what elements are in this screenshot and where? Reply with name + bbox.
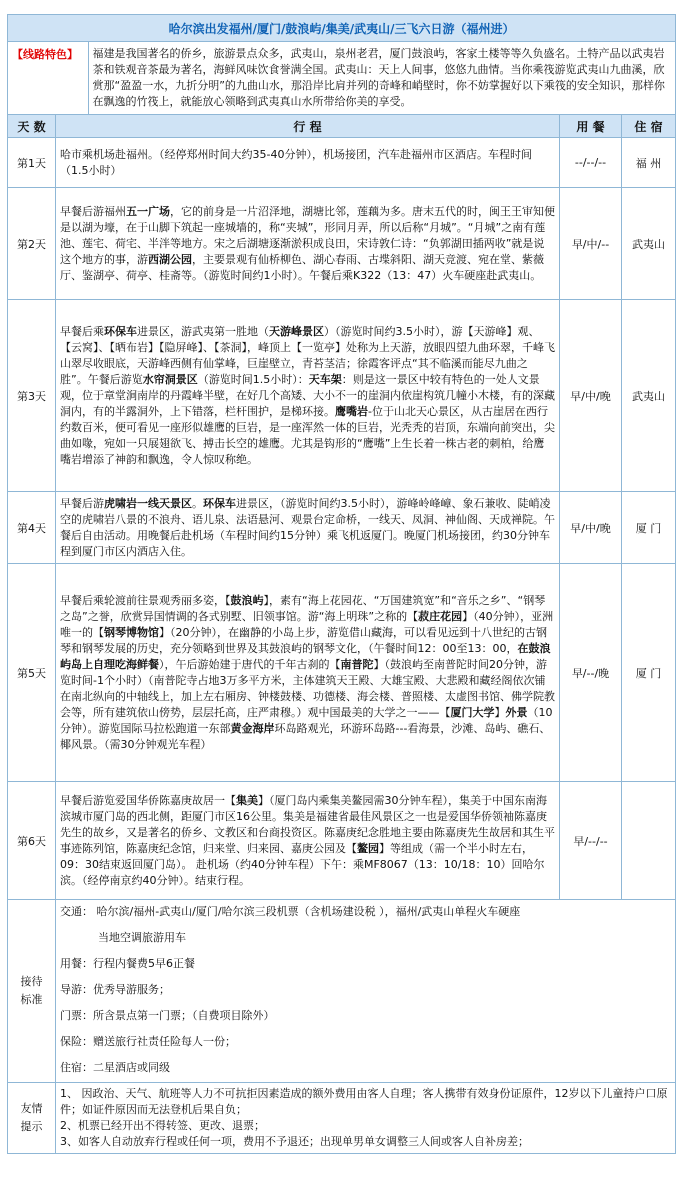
- day-itinerary: [56, 782, 560, 900]
- day-label: 第2天: [8, 188, 56, 300]
- itinerary-text: ），午后游始建于唐代的千年古刹的【: [159, 657, 341, 671]
- day-meals: 早/中/晚: [560, 492, 622, 564]
- itinerary-text: 早餐后游福州: [60, 204, 126, 218]
- tip-item: 1、 因政治、天气、航班等人力不可抗拒因素造成的额外费用由客人自理；客人携带有效身份证原件，12岁以下儿童持户口原件；如证件原因而无法登机后果自负；: [60, 1087, 668, 1116]
- itinerary-highlight: 集美: [236, 793, 258, 807]
- itinerary-highlight: 鼓浪屿: [230, 593, 264, 607]
- feature-label: 【线路特色】: [12, 48, 78, 61]
- itinerary-text: 】（40分钟），亚洲唯一的【: [60, 609, 554, 639]
- itinerary-text: 】: [494, 705, 506, 719]
- feature-row: [8, 42, 676, 115]
- day-itinerary: [56, 564, 560, 782]
- header-meals: 用 餐: [560, 115, 622, 138]
- itinerary-text: 环岛路观光，环游环岛路---看海景，沙滩、岛屿、礁石、椰风景。（需30分钟观光车程）: [60, 721, 551, 751]
- itinerary-highlight: 西湖公园: [148, 252, 192, 266]
- day-meals: --/--/--: [560, 138, 622, 188]
- itinerary-highlight: 水帘洞景区: [142, 372, 198, 386]
- day-meals: 早/中/--: [560, 188, 622, 300]
- service-item: 用餐：行程内餐费5早6正餐: [60, 957, 195, 970]
- day-row: [8, 188, 676, 300]
- itinerary-text: （10分钟）。游览国际马拉松跑道一东部: [60, 705, 553, 735]
- itinerary-text: ，主要景观有仙桥柳色、湖心春雨、古堞斜阳、湖天竞渡、宛在堂、紫薇厅、鉴湖亭、荷亭、桂斋等。（游览时间约1小时）。午餐后乘K322（13：47）火车硬座赴武夷山。: [60, 252, 544, 282]
- tip-item: 2、机票已经开出不得转签、更改、退票；: [60, 1119, 265, 1132]
- service-item: 当地空调旅游用车: [98, 931, 186, 944]
- header-stay: 住 宿: [622, 115, 676, 138]
- itinerary-highlight: 外景: [505, 705, 528, 719]
- itinerary-highlight: 鹰嘴岩: [335, 404, 368, 418]
- itinerary-highlight: 天车架: [308, 372, 342, 386]
- itinerary-highlight: 菽庄花园: [418, 609, 463, 623]
- day-label: 第5天: [8, 564, 56, 782]
- day-stay: 武夷山: [622, 300, 676, 492]
- itinerary-text: ，它的前身是一片沼泽地，湖塘比邻，莲藕为多。唐末五代的时，闽王王审知便是以湖为壕，在于山脚下筑起一座城墙的，称“夹城”，形同月弄，所以后称“月城”。“月城”之南有莲池、莲宅、荷宅、半泮等地方。宋之后湖塘逐渐淤积成良田，宋诗敦仁诗：“负郭湖田插两收”就是说这个地方的事，游: [60, 204, 555, 266]
- day-label: 第1天: [8, 138, 56, 188]
- day-itinerary: [56, 138, 560, 188]
- header-day: 天 数: [8, 115, 56, 138]
- itinerary-text: ）（游览时间约3.5小时），游【天游峰】观、【云窝】、【晒布岩】【隐屏峰】、【茶洞】，峰顶上【一览亭】处称为上天游，放眼四望九曲环翠，千峰飞山翠尽收眼底，天游峰西侧有仙掌峰，巨崖壁立，青苔茎洁；徐霞客评点“其不临溪而能尽九曲之胜”。午餐后游览: [60, 324, 555, 386]
- tip-item: 3、如客人自动放弃行程或任何一项，费用不予退还；出现单男单女调整三人间或客人自补房差；: [60, 1135, 529, 1148]
- itinerary-highlight: 南普陀: [340, 657, 374, 671]
- day-row: [8, 300, 676, 492]
- itinerary-highlight: 环保车: [104, 324, 137, 338]
- day-itinerary: [56, 188, 560, 300]
- services-row: [8, 900, 676, 1083]
- tips-label-text: 友情提示: [20, 1102, 43, 1133]
- day-label: 第3天: [8, 300, 56, 492]
- service-item: 住宿：二星酒店或同级: [60, 1061, 170, 1074]
- day-itinerary: [56, 300, 560, 492]
- day-row: [8, 564, 676, 782]
- services-list: [56, 900, 676, 1083]
- itinerary-text: 】（鼓浪屿至南普陀时间20分钟，游览时间-1个小时）（南普陀寺占地3万多平方米，主体建筑天王殿、大雄宝殿、大悲殿和藏经阁依次铺在南北纵向的中轴线上，加上左右厢房、钟楼鼓楼、功德楼、海会楼、普照楼、太虚图书馆、佛学院教会等，所有建筑依山傍势，层层托高，庄严肃穆。）观中国最美的大学之一——【: [60, 657, 555, 719]
- tips-row: [8, 1083, 676, 1154]
- itinerary-text: （游览时间1.5小时）：: [197, 372, 309, 386]
- feature-text: 福建是我国著名的侨乡，旅游景点众多，武夷山，泉州老君，厦门鼓浪屿，客家土楼等等久负盛名。土特产品以武夷岩茶和铁观音茶最为著名，海鲜风味饮食誉满全国。武夷山：天上人间事，悠悠九曲情。当你乘筏游览武夷山九曲溪，欣赏那“盈盈一水，九折分明”的九曲山水，那沿岸比肩并列的奇峰和峭壁时，你不妨掌握好以下乘筏的安全知识，那样你在飘逸的竹筏上，就能放心领略到武夷真山水所带给你美的享受。: [88, 42, 674, 114]
- day-stay: 福 州: [622, 138, 676, 188]
- itinerary-highlight: 钢琴博物馆: [104, 625, 159, 639]
- service-item: 导游：优秀导游服务；: [60, 983, 170, 996]
- tour-table: [7, 14, 676, 1154]
- day-itinerary: [56, 492, 560, 564]
- itinerary-text: 】（20分钟），在幽静的小岛上步，游览借山藏海，可以看见远到十八世纪的古钢琴和钢琴发展的历史，充分领略到世界及其鼓浪屿的钢琴文化，（午餐时间12：00至13：00，: [60, 625, 547, 655]
- day-meals: 早/--/晚: [560, 564, 622, 782]
- itinerary-text: 】等组成（需一个半小时左右，09：30结束返回厦门岛）。 赴机场（约40分钟车程）下午：乘MF8067（13：10/18：10）回哈尔滨。（经停南京约40分钟）。结束行程。: [60, 841, 545, 887]
- itinerary-text: 】，素有“海上花园花、“万国建筑宽”和“音乐之乡”、“钢琴之岛”之誉，欣赏异国情调的各式别墅、旧领事馆。游“海上明珠”之称的【: [60, 593, 546, 623]
- day-meals: 早/--/--: [560, 782, 622, 900]
- service-item: 交通： 哈尔滨/福州-武夷山/厦门/哈尔滨三段机票（含机场建设税 ），福州/武夷山单程火车硬座: [60, 905, 521, 918]
- tips-label: [8, 1083, 56, 1154]
- itinerary-text: 进景区，游武夷第一胜地（: [137, 324, 269, 338]
- itinerary-highlight: 虎啸岩一线天景区: [104, 496, 192, 510]
- services-label-text: 接待标准: [20, 975, 43, 1006]
- page-title: 哈尔滨出发福州/厦门/鼓浪屿/集美/武夷山/三飞六日游（福州进）: [8, 15, 676, 42]
- table-header: [8, 115, 676, 138]
- itinerary-highlight: 环保车: [203, 496, 236, 510]
- itinerary-highlight: 天游峰景区: [269, 324, 324, 338]
- itinerary-highlight: 黄金海岸: [230, 721, 275, 735]
- itinerary-highlight: 厦门大学: [450, 705, 495, 719]
- itinerary-text: 哈市乘机场赴福州。（经停郑州时间大约35-40分钟），机场接团，汽车赴福州市区酒店。车程时间（1.5小时）: [60, 147, 532, 177]
- itinerary-text: 早餐后游览爱国华侨陈嘉庚故居一【: [60, 793, 236, 807]
- day-stay: [622, 782, 676, 900]
- itinerary-text: 早餐后乘: [60, 324, 104, 338]
- itinerary-text: 】（厦门岛内乘集美鳌园需30分钟车程），集美于中国东南海滨城市厦门岛的西北侧，距厦门市区16公里。集美是福建省最佳风景区之一也是爱国华侨领袖陈嘉庚先生的故乡，又是著名的侨乡、文教区和台商投资区。陈嘉庚纪念胜地主要由陈嘉庚先生故居和其生平事迹陈列馆，陈嘉庚纪念馆，归来堂、归来园、嘉庚公园及【: [60, 793, 555, 855]
- tips-list: [56, 1083, 676, 1154]
- day-meals: 早/中/晚: [560, 300, 622, 492]
- header-itinerary: 行 程: [56, 115, 560, 138]
- itinerary-highlight: 鳌园: [357, 841, 379, 855]
- day-row: [8, 492, 676, 564]
- itinerary-highlight: 在鼓浪屿岛上自理吃海鲜餐: [60, 641, 551, 671]
- day-stay: 厦 门: [622, 492, 676, 564]
- itinerary-text: 早餐后游: [60, 496, 104, 510]
- itinerary-text: ：则是这一景区中较有特色的一处人文景观，位于章堂涧南岸的丹霞峰半壁，在好几个高矮、大小不一的崖洞内依崖构筑几幢小木楼，有的深藏洞内，有的半露洞外，上下错落，栏杆围护，是梯环接。: [60, 372, 555, 418]
- day-row: [8, 138, 676, 188]
- itinerary-text: 进景区，（游览时间约3.5小时），游峰岭峰嶂、象石兼收、陡峭凌空的虎啸岩八景的不浪舟、语儿泉、法语悬河、观景台定命桥，一线天、凤洞、神仙阁、天成禅院。午餐后自由活动。用晚餐后赴机场（车程时间约15分钟）乘飞机返厦门。晚厦门机场接团，约30分钟车程到厦门市区内酒店入住。: [60, 496, 555, 558]
- day-row: [8, 782, 676, 900]
- itinerary-highlight: 五一广场: [126, 204, 170, 218]
- day-stay: 武夷山: [622, 188, 676, 300]
- day-label: 第6天: [8, 782, 56, 900]
- service-item: 保险：赠送旅行社责任险每人一份；: [60, 1035, 236, 1048]
- day-label: 第4天: [8, 492, 56, 564]
- itinerary-text: -位于山北天心景区，从古崖居在西行约数百米，便可看见一座形似雄鹰的巨岩，是一座浑然一体的巨岩，光秃秃的岩顶，东端向前突出，尖曲如喙，宛如一只展翅欲飞、搏击长空的雄鹰。尤其是钩形的“鹰嘴”上生长着一株古老的刺柏，给鹰嘴岩增添了神韵和飘逸，令人惊叹称绝。: [60, 404, 555, 466]
- service-item: 门票：所含景点第一门票；（自费项目除外）: [60, 1009, 275, 1022]
- services-label: [8, 900, 56, 1083]
- day-stay: 厦 门: [622, 564, 676, 782]
- itinerary-text: 。: [192, 496, 203, 510]
- tour-table-wrapper: [7, 14, 675, 1154]
- itinerary-text: 早餐后乘轮渡前往景观秀丽多姿，【: [60, 593, 231, 607]
